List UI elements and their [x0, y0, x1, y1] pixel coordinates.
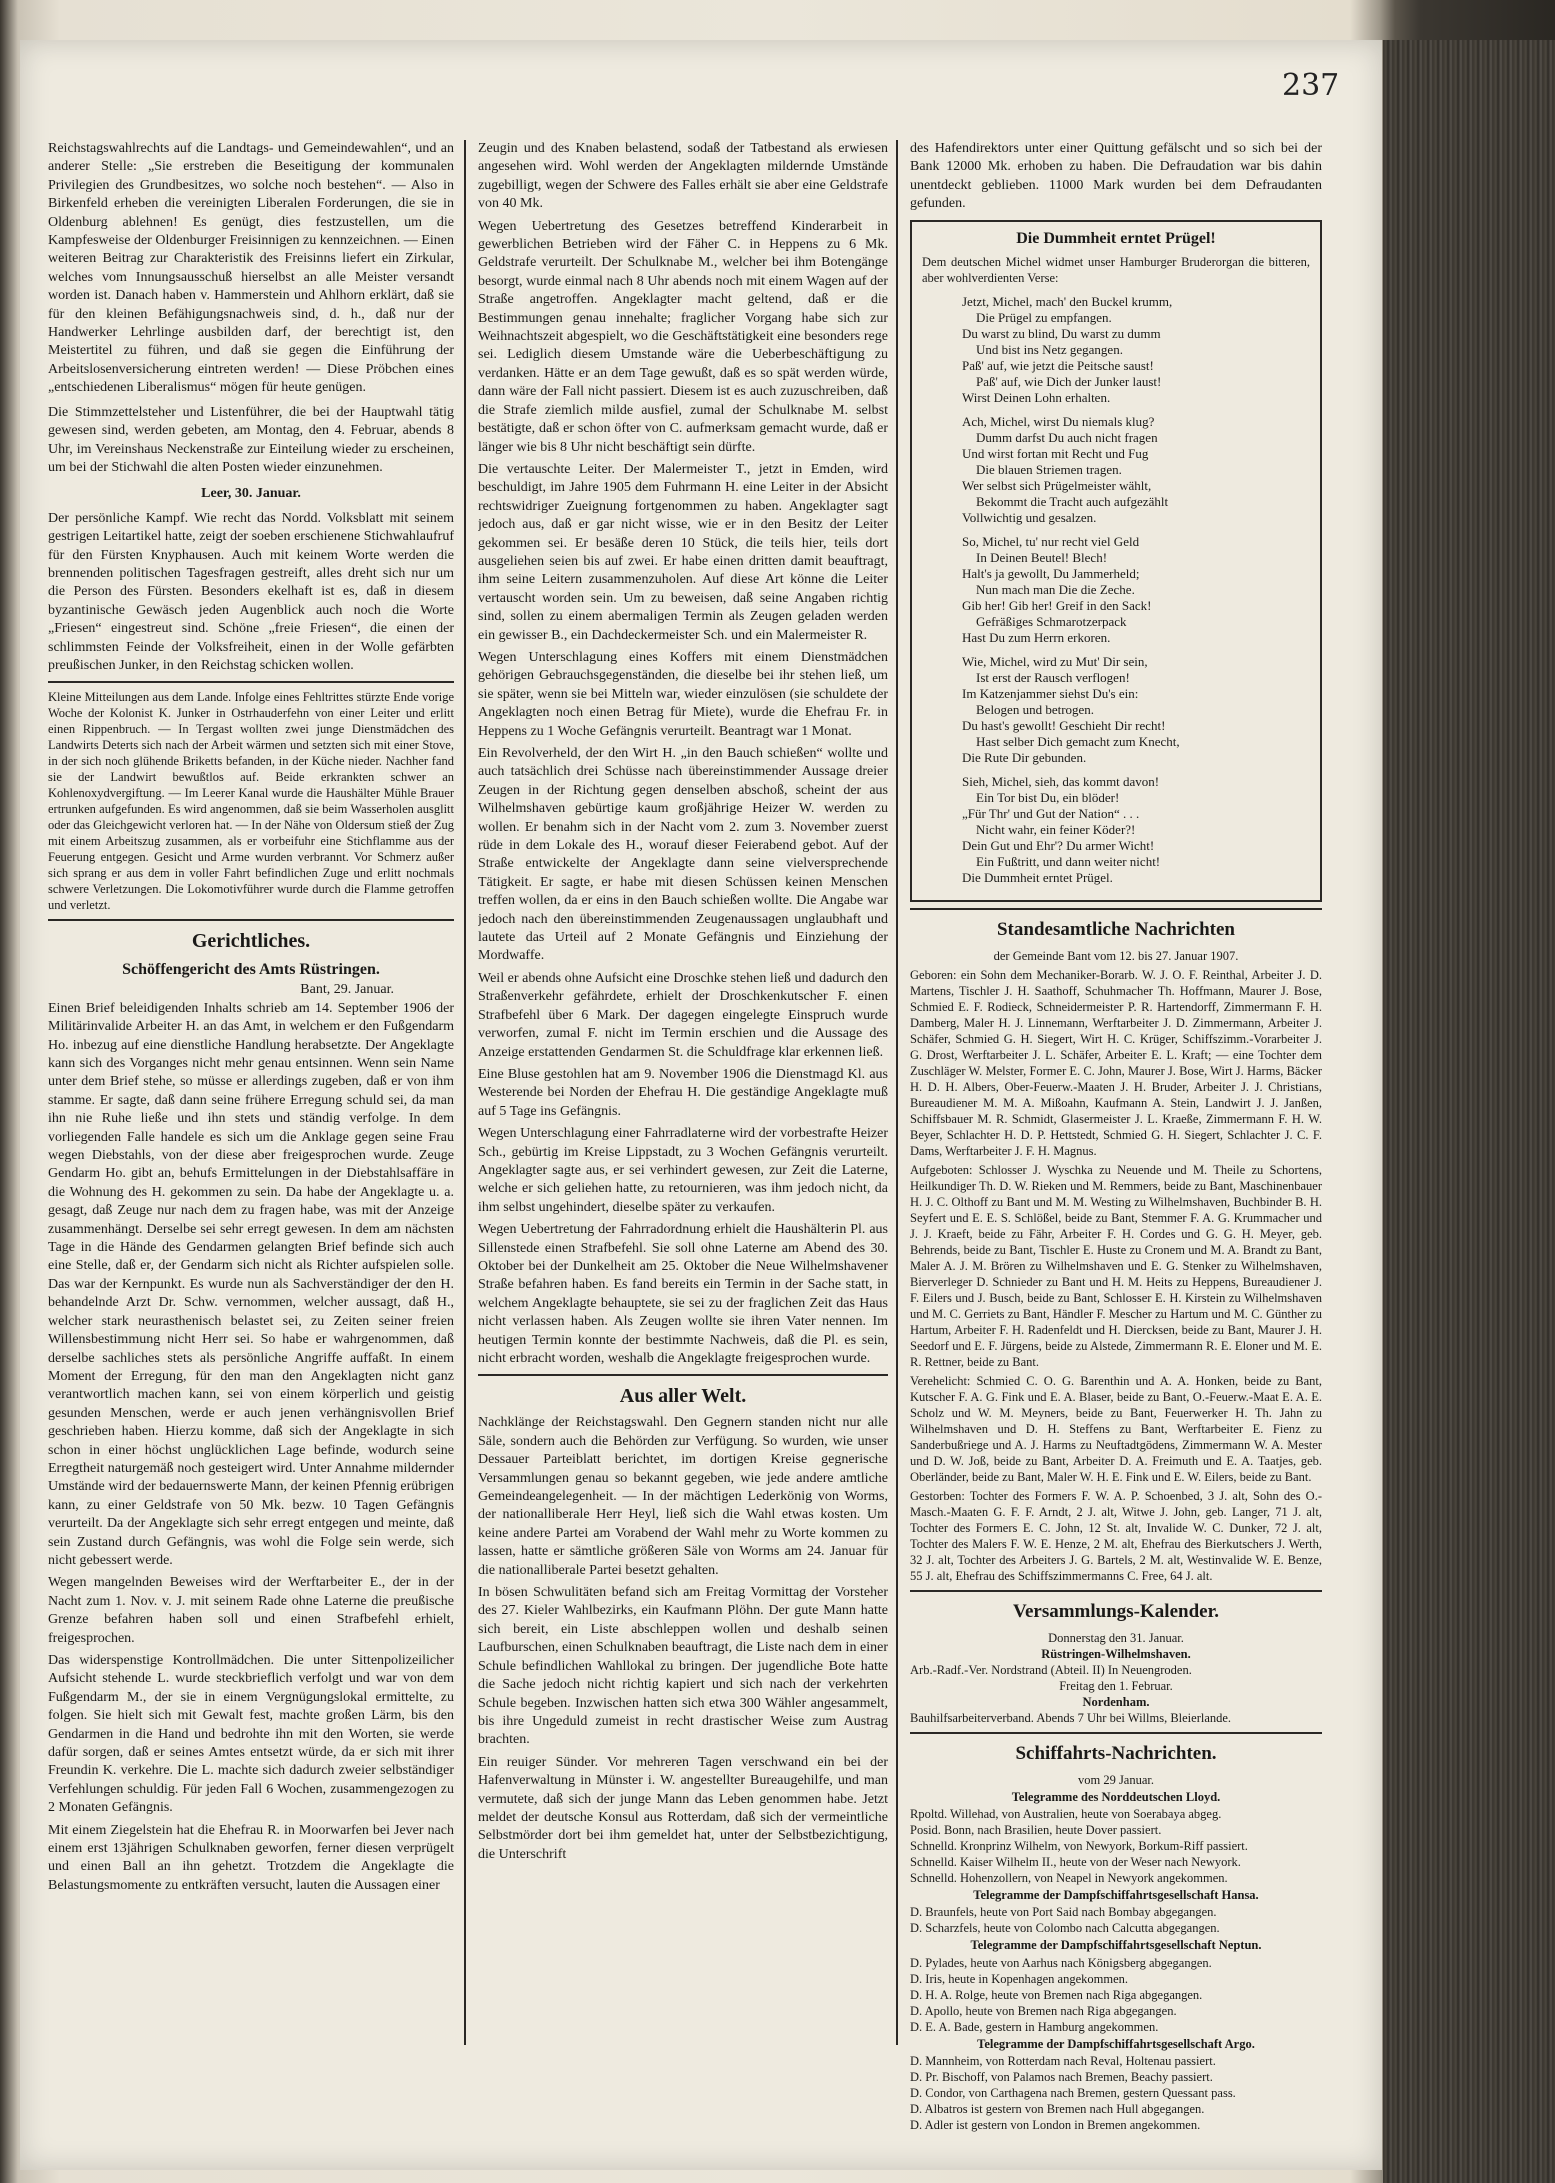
poem-line: Wie, Michel, wird zu Mut' Dir sein, — [962, 653, 1148, 669]
poem-line: Nun mach man Die die Zeche. — [976, 581, 1135, 597]
poem-line: Und wirst fortan mit Recht und Fug — [962, 445, 1149, 461]
calendar-line: Arb.-Radf.-Ver. Nordstrand (Abteil. II) In Neuengroden. — [910, 1662, 1192, 1677]
poem-line: Nicht wahr, ein feiner Köder?! — [976, 821, 1136, 837]
paragraph: Wegen Unterschlagung eines Koffers mit einem Dienstmädchen gehörigen Gebrauchsgegenständen, die dieselbe bei ihr stehen ließ, um sie später, wenn sie bei Mitteln war, wieder einzulösen (sie schuldete der Angeklagten noch einen Betrag für Miete), wurde die Ehefrau Fr. in Heppens zu 1 Woche Gefängnis verurteilt. Beantragt war 1 Monat. — [478, 649, 888, 739]
poem-line: Wirst Deinen Lohn erhalten. — [962, 389, 1111, 405]
ship-entry: D. Scharzfels, heute von Colombo nach Calcutta abgegangen. — [910, 1921, 1220, 1936]
column-rule-1 — [464, 140, 466, 2045]
paragraph: Die Stimmzettelsteher und Listenführer, die bei der Hauptwahl tätig gewesen sind, werden gebeten, am Montag, den 4. Februar, abends 8 Uhr, im Vereinshaus Neckenstraße zur Einteilung wieder zu erscheinen, um bei der Stichwahl die alten Posten wieder einzunehmen. — [48, 404, 454, 475]
poem-stanza — [962, 534, 1310, 646]
paragraph: Ein Revolverheld, der den Wirt H. „in den Bauch schießen“ wollte und auch tatsächlich drei Schüsse nach übereinstimmender Aussage dreier Zeugen in der Richtung gegen denselben abschoß, scheint der aus Wilhelmshaven gebürtige kaum großjährige Heizer W. werden zu wollen. Er benahm sich in der Nacht vom 2. zum 3. November zuerst rüde in dem Lokale des H., worauf dieser Feierabend gebot. Auf der Straße entwickelte der Angeklagte dann seine vielversprechende Tätigkeit. Er sagte, er habe mit diesen Schüssen keinen Menschen treffen wollen, da er eins in den Bauch schießen wollte. Die Angabe war jedoch nach den übereinstimmenden Zeugenaussagen unglaubhaft und lautete das Urteil auf 2 Monate Gefängnis und Einziehung der Mordwaffe. — [478, 746, 888, 964]
poem-line: Dumm darfst Du auch nicht fragen — [976, 429, 1158, 445]
paragraph: Ein reuiger Sünder. Vor mehreren Tagen verschwand ein bei der Hafenverwaltung in Münster i. W. angestellter Bureaugehilfe, und man vermutete, daß sich der junge Mann das Leben genommen habe. Jetzt meldet der deutsche Konsul aus Rotterdam, daß sich der vermeintliche Selbstmörder dort bei ihm gemeldet hat, unter der Selbstbezichtigung, die Unterschrift — [478, 1754, 888, 1862]
paragraph: Kleine Mitteilungen aus dem Lande. Infolge eines Fehltrittes stürzte Ende vorige Woche der Kolonist K. Junker in Ostrhauderfehn von einer Leiter und erlitt einen Rippenbruch. — In Tergast wollten zwei junge Dienstmädchen des Landwirts Deterts sich nach der Arbeit wärmen und setzten sich mit einer Stove, in der sich noch glühende Briketts befanden, in der Küche nieder. Nachher fand sie der Landwirt bewußtlos auf. Beide erkrankten schwer an Kohlenoxydvergiftung. — Im Leerer Kanal wurde die Haushälter Mühle Brauer ertrunken aufgefunden. Es wird angenommen, daß sie beim Wasserholen ausglitt oder das Gleichgewicht verloren hat. — In der Nähe von Oldersum stieß der Zug mit einem Arbeitszug zusammen, als er vorbeifuhr eine Stichflamme aus der Feuerung entgegen. Gesicht und Arme wurden verbrannt. Vor Schmerz außer sich sprang er aus dem in voller Fahrt befindlichen Zuge und erlitt nochmals schwere Verletzungen. Die Lokomotivführer wurde durch die Flamme getroffen und verletzt. — [48, 690, 454, 913]
paragraph: Wegen Uebertretung des Gesetzes betreffend Kinderarbeit in gewerblichen Betrieben wird der Fäher C. in Heppens zu 6 Mk. Geldstrafe verurteilt. Der Schulknabe M., welcher bei ihm Botengänge besorgt, wurde einmal nach 8 Uhr abends noch mit einem Wagen auf der Straße angetroffen. Angeklagter macht geltend, daß er die Bestimmungen genau innehalte; fraglicher Vorgang habe sich zur Weihnachtszeit abgespielt, wo die Geschäftstätigkeit eine besonders rege sei. Lediglich diesem Umstande wäre die Ueberbeschäftigung zu verdanken. Hätte er an dem Tage gewußt, daß es so spät werden würde, dann wäre der Fall nicht passiert. Diesem ist es auch zuzuschreiben, daß die Strafe ziemlich milde ausfiel, zumal der Schulknabe M. selbst bestätigte, daß er schon öfter von C. aufmerksam gemacht wurde, daß er länger wie bis 8 Uhr nicht beschäftigt sein dürfte. — [478, 218, 888, 455]
paragraph: Verehelicht: Schmied C. O. G. Barenthin und A. A. Honken, beide zu Bant, Kutscher F. A. G. Fink und E. A. Blaser, beide zu Bant, O.-Feuerw.-Maat E. A. E. Scholz und W. M. Meyners, beide zu Bant, Feuerwerker H. Th. Jahn zu Wilhelmshaven und D. H. Steffens zu Bant, Werftarbeiter E. Fienz zu Sanderbußriege und A. J. Harms zu Neuftadtgödens, Zimmermann W. A. Mester und D. W. Joß, beide zu Bant, Arbeiter D. A. Freimuth und E. A. Taatjes, geb. Oberländer, beide zu Bant, Maler W. H. E. Fink und E. W. Eilers, beide zu Bant. — [910, 1373, 1322, 1484]
ship-entry: D. Pr. Bischoff, von Palamos nach Bremen, Beachy passiert. — [910, 2070, 1213, 2085]
paragraph: Reichstagswahlrechts auf die Landtags- und Gemeindewahlen“, und an anderer Stelle: „Sie erstreben die Beseitigung der kommunalen Privilegien des Grundbesitzes, wo solche noch bestehen“. — Also in Birkenfeld erheben die vereinigten Liberalen Forderungen, die sie in Oldenburg ablehnen! Es genügt, dies festzustellen, um die Kampfesweise der Oldenburger Freisinnigen zu kennzeichnen. — Einen weiteren Beitrag zur Charakteristik des Freisinns liefert ein Zirkular, welches vom Innungsausschuß hierselbst an alle Meister versandt worden ist. Danach haben v. Hammerstein und Ahlhorn erklärt, daß sie für den kleinen Befähigungsnachweis sind, d. h., daß nur der Handwerker Lehrlinge ausbilden darf, der berechtigt ist, den Meistertitel zu führen, und daß sie gegen die Einführung der Arbeitslosenversicherung eintreten werden! — Diese Pröbchen eines „entschiedenen Liberalismus“ mögen für heute genügen. — [48, 141, 454, 396]
poem-line: In Deinen Beutel! Blech! — [976, 549, 1108, 565]
dateline: Bant, 29. Januar. — [300, 982, 394, 998]
poem-line: Hast selber Dich gemacht zum Knecht, — [976, 733, 1180, 749]
calendar-line: Freitag den 1. Februar. — [1059, 1678, 1173, 1693]
poem-line: Sieh, Michel, sieh, das kommt davon! — [962, 773, 1160, 789]
ship-entry: D. Pylades, heute von Aarhus nach Königsberg abgegangen. — [910, 1955, 1212, 1970]
poem-intro: Dem deutschen Michel widmet unser Hamburger Bruderorgan die bitteren, aber wohlverdienten Verse: — [922, 254, 1310, 285]
calendar-line: Nordenham. — [1082, 1694, 1150, 1709]
paragraph: des Hafendirektors unter einer Quittung gefälscht und so sich bei der Bank 12000 Mk. erhoben zu haben. Die Defraudation war bis dahin unentdeckt geblieben. 11000 Mark wurden bei dem Defraudanten gefunden. — [910, 141, 1322, 212]
paragraph: Eine Bluse gestohlen hat am 9. November 1906 die Dienstmagd Kl. aus Westerende bei Norden der Ehefrau H. Die geständige Angeklagte muß auf 5 Tage ins Gefängnis. — [478, 1066, 888, 1119]
poem-stanza — [962, 654, 1310, 766]
section-heading: Gerichtliches. — [191, 930, 311, 953]
book-edge — [1383, 40, 1555, 2183]
ship-entry: Schnelld. Hohenzollern, von Neapel in Newyork angekommen. — [910, 1871, 1228, 1886]
paragraph: Gestorben: Tochter des Formers F. W. A. P. Schoenbed, 3 J. alt, Sohn des O.-Masch.-Maaten G. F. F. Arndt, 2 J. alt, Witwe J. John, geb. Langer, 71 J. alt, Tochter des Formers E. C. John, 12 St. alt, Invalide W. C. Dunker, 72 J. alt, Tochter des Malers F. W. E. Henze, 2 M. alt, Ehefrau des Bierkutschers J. Werth, 32 J. alt, Tochter des Arbeiters J. G. Bartels, 2 M. alt, Westinvalide W. E. Benze, 55 J. alt, Ehefrau des Schiffszimmermanns C. Free, 64 J. alt. — [910, 1488, 1322, 1583]
calendar-line: Bauhilfsarbeiterverband. Abends 7 Uhr bei Willms, Bleierlande. — [910, 1710, 1232, 1725]
poem-line: So, Michel, tu' nur recht viel Geld — [962, 533, 1140, 549]
poem-line: Hast Du zum Herrn erkoren. — [962, 629, 1111, 645]
section-subheading: der Gemeinde Bant vom 12. bis 27. Januar 1907. — [993, 948, 1239, 963]
dateline: Leer, 30. Januar. — [201, 486, 301, 502]
poem-line: „Für Thr' und Gut der Nation“ . . . — [962, 805, 1140, 821]
ship-entry: Schnelld. Kronprinz Wilhelm, von Newyork, Borkum-Riff passiert. — [910, 1839, 1248, 1854]
paragraph: Die vertauschte Leiter. Der Malermeister T., jetzt in Emden, wird beschuldigt, im Jahre 1905 dem Fuhrmann H. eine Leiter in der Absicht rechtswidriger Zueignung fortgenommen zu haben. Angeklagter sagt jedoch aus, daß er gar nicht wisse, wie er in den Besitz der Leiter gekommen sei. Er besäße deren 10 Stück, die teils hier, teils dort ausgeliehen seien bis auf zwei. Er habe einen dritten damit beauftragt, ihm seine Leitern zusammenzuholen. Auf diese Art könne die Leiter vertauscht worden sein. Um zu beweisen, daß seine Angaben richtig sind, sollen zu einem abermaligen Termin als Zeugen geladen werden ein gewisser B., ein Dachdeckermeister Sch. und ein Malermeister R. — [478, 461, 888, 643]
poem-line: Ach, Michel, wirst Du niemals klug? — [962, 413, 1155, 429]
paragraph: Zeugin und des Knaben belastend, sodaß der Tatbestand als erwiesen angesehen wird. Wohl werden der Angeklagten mildernde Umstände zugebilligt, wegen der Schwere des Falles erhält sie aber eine Geldstrafe von 40 Mk. — [478, 141, 888, 212]
divider — [910, 908, 1322, 910]
ship-entry: D. Mannheim, von Rotterdam nach Reval, Holtenau passiert. — [910, 2054, 1216, 2069]
poem-line: Dein Gut und Ehr'? Du armer Wicht! — [962, 837, 1155, 853]
paragraph: Nachklänge der Reichstagswahl. Den Gegnern standen nicht nur alle Säle, sondern auch die Behörden zur Verfügung. So wurden, wie unser Dessauer Parteiblatt berichtet, im dortigen Kreise gegnerische Versammlungen genau so bekannt gegeben, wie jede andere amtliche Gemeindeangelegenheit. — In der mächtigen Lederkönig von Worms, der nationalliberale Herr Heyl, ließ sich die Wahl etwas kosten. Um keine andere Partei am Vorabend der Wahl mehr zu Worte kommen zu lassen, hatte er sämtliche größeren Säle von Worms am 24. Januar für die nationalliberale Partei besetzt gehalten. — [478, 1415, 888, 1578]
ship-entry: Rpoltd. Willehad, von Australien, heute von Soerabaya abgeg. — [910, 1807, 1222, 1822]
poem-line: Paß' auf, wie jetzt die Peitsche saust! — [962, 357, 1154, 373]
column-rule-2 — [896, 140, 898, 2045]
ship-entry: D. Condor, von Carthagena nach Bremen, gestern Quessant pass. — [910, 2086, 1236, 2101]
poem-line: Jetzt, Michel, mach' den Buckel krumm, — [962, 293, 1173, 309]
divider — [910, 1590, 1322, 1592]
paragraph: Wegen Unterschlagung einer Fahrradlaterne wird der vorbestrafte Heizer Sch., gebürtig im Kreise Lippstadt, zu 3 Wochen Gefängnis verurteilt. Angeklagter sagte aus, er sei verhindert gewesen, zur Zeit die Laterne, welche er sich geliehen hatte, zu retournieren, was ihm jedoch nicht, da ihm selbst ungehindert, dieselbe später zu verkaufen. — [478, 1126, 888, 1215]
section-heading: Aus aller Welt. — [619, 1385, 747, 1408]
poem-line: Halt's ja gewollt, Du Jammerheld; — [962, 565, 1140, 581]
paragraph: Wegen mangelnden Beweises wird der Werftarbeiter E., der in der Nacht zum 1. Nov. v. J. mit seinem Rade ohne Laterne die preußische Grenze befahren haben soll und einen Strafbefehl erhielt, freigesprochen. — [48, 1575, 454, 1646]
ship-group-heading: Telegramme der Dampfschiffahrtsgesellschaft Argo. — [977, 2036, 1255, 2051]
ship-entry: Schnelld. Kaiser Wilhelm II., heute von der Weser nach Newyork. — [910, 1855, 1241, 1870]
ship-entry: D. Iris, heute in Kopenhagen angekommen. — [910, 1971, 1128, 1986]
paragraph: Der persönliche Kampf. Wie recht das Nordd. Volksblatt mit seinem gestrigen Leitartikel hatte, zeigt der soeben erschienene Stichwahlaufruf für den Fürsten Knyphausen. Auch mit keinem Worte werden die brennenden politischen Tagesfragen gestreift, alles dreht sich nur um die Person des Fürsten. Besonders ekelhaft ist es, daß in diesem byzantinische Gewäsch jeden Augenblick auch noch die Worte „Friesen“ eingestreut sind. Schöne „freie Friesen“, die einen der schlimmsten Feinde der Volksfreiheit, einen in der Wolle gefärbten preußischen Junker, in den Reichstag schicken wollen. — [48, 510, 454, 673]
poem-stanza — [962, 294, 1310, 406]
column-2 — [478, 140, 888, 2183]
ship-group-heading: Telegramme der Dampfschiffahrtsgesellschaft Neptun. — [970, 1938, 1262, 1953]
section-subheading: Schöffengericht des Amts Rüstringen. — [122, 961, 380, 979]
poem-line: Bekommt die Tracht auch aufgezählt — [976, 493, 1169, 509]
calendar-line: Donnerstag den 31. Januar. — [1048, 1630, 1184, 1645]
poem-line: Die Dummheit erntet Prügel. — [962, 869, 1113, 885]
column-1 — [48, 140, 454, 2183]
paragraph: Wegen Uebertretung der Fahrradordnung erhielt die Haushälterin Pl. aus Sillenstede einen Strafbefehl. Sie soll ohne Laterne am Abend des 30. Oktober bei der Dunkelheit am 25. Oktober die Neue Wilhelmshavener Straße befahren haben. Es fand bereits ein Termin in der Sache statt, in welchem Angeklagte behauptete, sie sei zu der fraglichen Zeit das Haus nicht verlassen haben. Als Zeugen wollte sie ihren Vater nennen. Im heutigen Termin konnte der bestimmte Nachweis, daß die Pl. es sein, nicht erbracht worden, weshalb die Angeklagte freigesprochen wurde. — [478, 1222, 888, 1366]
poem-line: Die Prügel zu empfangen. — [976, 309, 1112, 325]
paragraph: Das widerspenstige Kontrollmädchen. Die unter Sittenpolizeilicher Aufsicht stehende L. wurde steckbrieflich verfolgt und war von dem Fußgendarm M., der sie in einem Vergnügungslokal ermittelte, zu folgen. Sie hielt sich mit Gewalt fest, machte großen Lärm, bis den Gendarmen in die Hand und bedrohte ihn mit den Worten, sie werde dafür sorgen, daß er seines Amtes entsetzt würde, da er sich mit ihrer Freundin K. verkehre. Die L. machte sich dadurch zweier selbständiger Verfehlungen schuldig. Für jeden Fall 6 Wochen, zusammengezogen zu 2 Monaten Gefängnis. — [48, 1653, 454, 1816]
section-subheading: vom 29 Januar. — [1077, 1772, 1155, 1787]
poem-stanza — [962, 774, 1310, 886]
poem-line: Paß' auf, wie Dich der Junker laust! — [976, 373, 1162, 389]
divider — [910, 1732, 1322, 1734]
divider — [48, 681, 454, 683]
column-3 — [910, 140, 1322, 2183]
poem-line: Gefräßiges Schmarotzerpack — [976, 613, 1127, 629]
poem-line: Vollwichtig und gesalzen. — [962, 509, 1097, 525]
poem-line: Im Katzenjammer siehst Du's ein: — [962, 685, 1139, 701]
page-number: 237 — [1282, 68, 1340, 103]
ship-entry: D. Albatros ist gestern von Bremen nach Hull abgegangen. — [910, 2102, 1205, 2117]
poem-line: Die Rute Dir gebunden. — [962, 749, 1087, 765]
paragraph: Geboren: ein Sohn dem Mechaniker-Borarb. W. J. O. F. Reinthal, Arbeiter J. D. Martens, Tischler J. H. Saathoff, Schuhmacher Th. Hoffmann, Maurer J. Bose, Schmied E. F. Rodieck, Schneidermeister P. R. Hartendorff, Zimmermann F. H. Damberg, Maler H. J. Linnemann, Werftarbeiter J. D. Zimmermann, Arbeiter J. Schäfer, Schmied G. H. Siegert, Wirt H. C. Krüger, Schiffszimm.-Vorarbeiter J. G. Drost, Werftarbeiter J. L. Schäfer, Arbeiter E. L. Kraft; — eine Tochter dem Zuschläger W. Melster, Former E. C. John, Maurer J. Bose, Wirt J. Harms, Bäcker H. D. H. Albers, Ober-Feuerw.-Maaten J. H. Bruder, Arbeiter J. J. Christians, Bureaudiener M. M. A. Mißoahn, Kaufmann A. Stein, Landwirt J. J. Janßen, Schiffsbauer M. R. Schmidt, Glasermeister J. L. Kraeße, Zimmermann F. H. W. Beyer, Schlachter H. D. P. Hettstedt, Schmied G. H. Siegert, Schlachter J. C. F. Dams, Werftarbeiter J. F. H. Magnus. — [910, 967, 1322, 1158]
poem-line: Ist erst der Rausch verflogen! — [976, 669, 1130, 685]
section-heading: Versammlungs-Kalender. — [1012, 1600, 1220, 1622]
ship-entry: D. Braunfels, heute von Port Said nach Bombay abgegangen. — [910, 1905, 1217, 1920]
ship-list — [910, 1806, 1322, 1886]
paragraph: In bösen Schwulitäten befand sich am Freitag Vormittag der Vorsteher des 27. Kieler Wahlbezirks, ein Kaufmann Plöhn. Der gute Mann hatte sich bereit, ein Liste abschleppen wollen und deshalb seinen Laufburschen, einen Schulknaben beauftragt, die Liste nach dem in einer Schule befindlichen Wahllokal zu bringen. Der jugendliche Bote hatte die Sache jedoch nicht richtig kapiert und sich nach der verkehrten Schule begeben. Inzwischen hatten sich etwa 300 Wähler angesammelt, bis ihre Ungeduld zumeist in recht drastischer Weise zum Austrag brachten. — [478, 1585, 888, 1748]
poem-line: Wer selbst sich Prügelmeister wählt, — [962, 477, 1152, 493]
poem-line: Ein Fußtritt, und dann weiter nicht! — [976, 853, 1161, 869]
ship-entry: D. E. A. Bade, gestern in Hamburg angekommen. — [910, 2019, 1159, 2034]
poem-line: Ein Tor bist Du, ein blöder! — [976, 789, 1120, 805]
poem-line: Du hast's gewollt! Geschieht Dir recht! — [962, 717, 1166, 733]
calendar-line: Rüstringen-Wilhelmshaven. — [1041, 1646, 1191, 1661]
paragraph: Aufgeboten: Schlosser J. Wyschka zu Neuende und M. Theile zu Schortens, Heilkundiger Th. D. W. Rieken und M. Remmers, beide zu Bant, Maschinenbauer H. J. C. Olthoff zu Bant und M. M. Westing zu Wilhelmshaven, Buchbinder B. H. Seyfert und E. E. S. Schlößel, beide zu Bant, Stemmer F. A. G. Krummacher und J. J. Kraeft, beide zu Fähr, Arbeiter F. H. Cordes und G. G. H. Meyer, geb. Behrends, beide zu Bant, Tischler E. Huste zu Cronem und M. A. Brandt zu Bant, Maler A. J. M. Brören zu Wilhelmshaven und E. G. Stenker zu Wilhelmshaven, Bierverleger D. Schnieder zu Bant und H. M. Heits zu Heppens, Bureaudiener J. F. Eilers und J. Busch, beide zu Bant, Schlosser E. H. Kirstein zu Wilhelmshaven und M. C. Gerriets zu Bant, Händler F. Mescher zu Hartum und M. C. Günther zu Hartum, Arbeiter F. H. Radenfeldt und H. Diercksen, beide zu Bant, Maurer J. H. Seedorf und E. F. Jürgens, beide zu Alstede, Zimmermann R. E. Eloner und M. E. R. Rettner, beide zu Bant. — [910, 1162, 1322, 1369]
section-heading: Schiffahrts-Nachrichten. — [1015, 1742, 1217, 1764]
divider — [48, 919, 454, 921]
ship-group-heading: Telegramme des Norddeutschen Lloyd. — [1011, 1789, 1221, 1804]
section-heading: Standesamtliche Nachrichten — [996, 918, 1235, 940]
ship-list — [910, 2053, 1322, 2133]
ship-list — [910, 1955, 1322, 2035]
poem-line: Du warst zu blind, Du warst zu dumm — [962, 325, 1161, 341]
ship-list — [910, 1904, 1322, 1936]
poem-line: Und bist ins Netz gegangen. — [976, 341, 1123, 357]
paragraph: Weil er abends ohne Aufsicht eine Droschke stehen ließ und dadurch den Straßenverkehr gefährdete, erhielt der Droschkenkutscher F. einen Strafbefehl über 6 Mark. Der dagegen eingelegte Einspruch wurde verworfen, zumal F. nicht im Termin erschien und die Aussage des Anzeige erstattenden Gendarmen St. die Schuldfrage klar erkennen ließ. — [478, 970, 888, 1060]
poem-line: Die blauen Striemen tragen. — [976, 461, 1122, 477]
paragraph: Mit einem Ziegelstein hat die Ehefrau R. in Moorwarfen bei Jever nach einem erst 13jährigen Schulknaben geworfen, ferner diesen verprügelt und einen Ball an ihn gehetzt. Trotzdem die Angeklagte die Belastungsmomente zu entkräften versucht, lauten die Aussagen einer — [48, 1822, 454, 1893]
poem — [922, 294, 1310, 886]
ship-group-heading: Telegramme der Dampfschiffahrtsgesellschaft Hansa. — [973, 1888, 1259, 1903]
ship-entry: Posid. Bonn, nach Brasilien, heute Dover passiert. — [910, 1823, 1162, 1838]
poem-title: Die Dummheit erntet Prügel! — [1016, 229, 1216, 247]
paragraph: Einen Brief beleidigenden Inhalts schrieb am 14. September 1906 der Militärinvalide Arbeiter H. an das Amt, in welchem er den Fußgendarm Ho. inbezug auf eine dienstliche Handlung herabsetzte. Der Angeklagte kann sich des Vorganges nicht mehr genau entsinnen. Wenn sein Name unter dem Brief stehe, so müsse er allerdings zugeben, daß er von ihm stamme. Er sagte, daß dann seine frühere Erregung schuld sei, da man ihn nie Ruhe ließe und ihn stets und ständig verfolge. In dem vorliegenden Falle handele es sich um die Anklage gegen seine Frau wegen Diebstahls, von der diese aber freigesprochen wurde. Zeuge Gendarm Ho. gibt an, behufs Ermittelungen in der Diebstahlsaffäre in die Wohnung des H. gekommen zu sein. Da habe der Angeklagte u. a. gesagt, daß Zeuge nur nach dem zu fragen habe, was mit der Anzeige zusammenhängt. Derselbe sei sehr erregt gewesen. In dem am nächsten Tage in die Hände des Gendarmen gelangten Brief befinde sich auch eine Stelle, daß er, der Gendarm sich nicht als Richter aufspielen solle. Das war der Kernpunkt. Es wurde nun als Sachverständiger der den H. behandelnde Arzt Dr. Schw. vernommen, welcher aussagt, daß H., welcher stark neurasthenisch belastet sei, zu Zeiten seiner freien Willensbestimmung nicht Herr sei. So habe er wahrgenommen, daß derselbe sachliches stets als persönliche Angriffe auffaßt. In einem Moment der Erregung, für den man den Angeklagten nicht ganz verantwortlich machen kann, sei von einem körperlich und geistig gesunden Menschen, werde er auch jenen verhängnisvollen Brief geschrieben haben. Hierzu komme, daß sich der Angeklagte in sich schon in einer höchst unglücklichen Lage befinde, wodurch seine Erregtheit naturgemäß noch gesteigert wird. Unter Annahme mildernder Umstände wird der bedauernswerte Mann, der keinen Pfennig erübrigen kann, zu einer Geldstrafe von 50 Mk. bezw. 10 Tagen Gefängnis verurteilt. Da der Angeklagte sich sehr erregt entgegen und meinte, daß sein Zustand durch Gefängnis, was wohl die Folge sein werde, sich nicht gebessert werde. — [48, 1000, 454, 1568]
ship-entry: D. Adler ist gestern von London in Bremen angekommen. — [910, 2118, 1201, 2133]
poem-line: Belogen und betrogen. — [976, 701, 1095, 717]
poem-stanza — [962, 414, 1310, 526]
ship-entry: D. Apollo, heute von Bremen nach Riga abgegangen. — [910, 2003, 1177, 2018]
poem-line: Gib her! Gib her! Greif in den Sack! — [962, 597, 1152, 613]
poem-box — [910, 220, 1322, 902]
ship-entry: D. H. A. Rolge, heute von Bremen nach Riga abgegangen. — [910, 1987, 1203, 2002]
divider — [478, 1374, 888, 1376]
